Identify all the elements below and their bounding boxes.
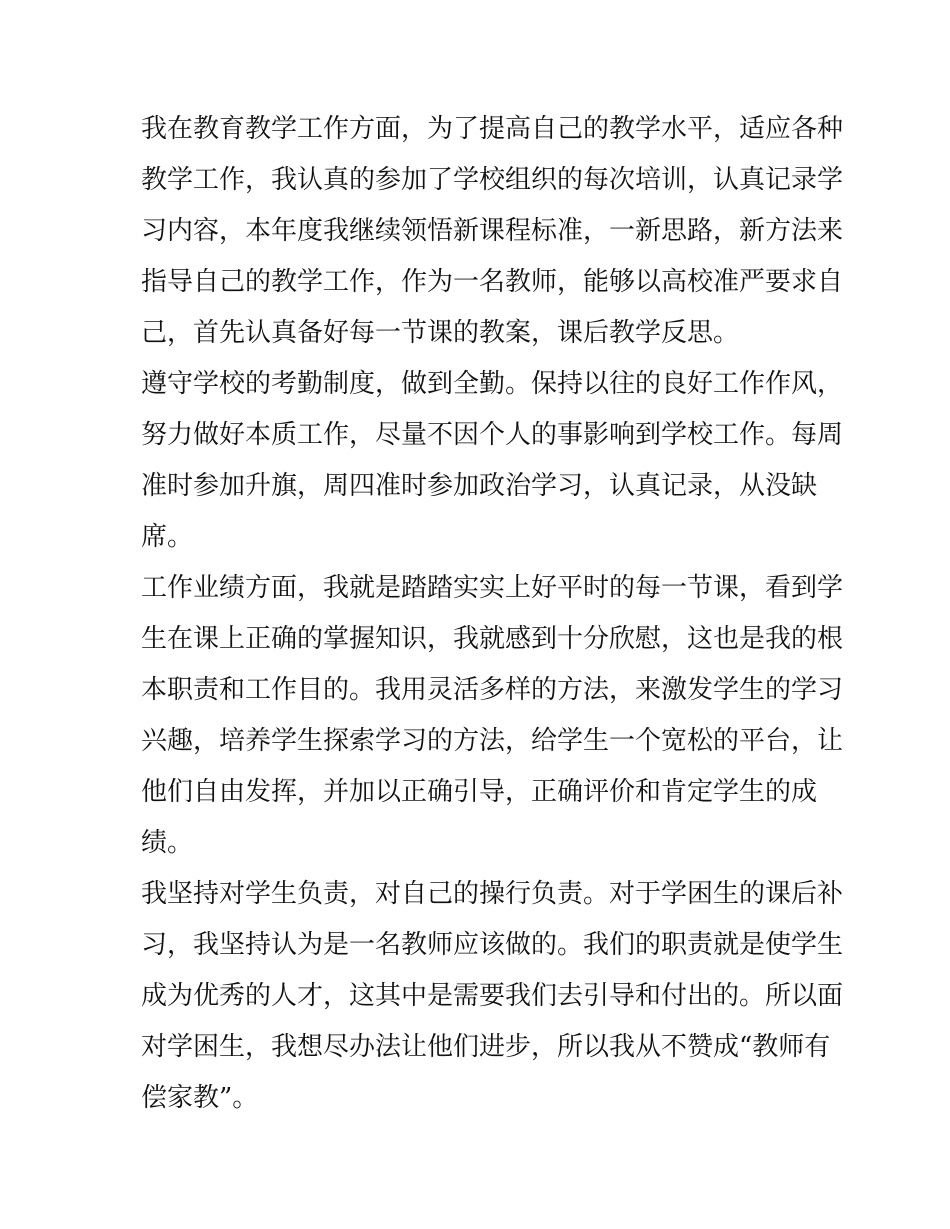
text-line: 生在课上正确的掌握知识，我就感到十分欣慰，这也是我的根 <box>141 624 844 654</box>
text-line: 遵守学校的考勤制度，做到全勤。保持以往的良好工作作风， <box>141 369 844 399</box>
text-line: 我在教育教学工作方面，为了提高自己的教学水平，适应各种 <box>141 114 844 144</box>
text-line: 我坚持对学生负责，对自己的操行负责。对于学困生的课后补 <box>141 879 844 909</box>
paragraph-teaching-work <box>141 104 844 359</box>
text-line: 指导自己的教学工作，作为一名教师，能够以高校准严要求自 <box>141 267 844 297</box>
text-line: 习内容，本年度我继续领悟新课程标准，一新思路，新方法来 <box>141 216 844 246</box>
text-line: 本职责和工作目的。我用灵活多样的方法，来激发学生的学习 <box>141 675 844 705</box>
text-line: 准时参加升旗，周四准时参加政治学习，认真记录，从没缺 <box>141 471 818 501</box>
paragraph-work-performance <box>141 563 844 869</box>
text-line: 习，我坚持认为是一名教师应该做的。我们的职责就是使学生 <box>141 930 844 960</box>
document-body <box>141 104 844 1124</box>
text-line: 工作业绩方面，我就是踏踏实实上好平时的每一节课，看到学 <box>141 573 844 603</box>
text-line: 努力做好本质工作，尽量不因个人的事影响到学校工作。每周 <box>141 420 844 450</box>
text-line: 席。 <box>141 522 194 552</box>
text-line: 兴趣，培养学生探索学习的方法，给学生一个宽松的平台，让 <box>141 726 844 756</box>
text-line: 对学困生，我想尽办法让他们进步，所以我从不赞成“教师有 <box>141 1032 831 1062</box>
text-line: 己，首先认真备好每一节课的教案，课后教学反思。 <box>141 318 740 348</box>
paragraph-responsibility <box>141 869 844 1124</box>
text-line: 绩。 <box>141 828 194 858</box>
text-line: 教学工作，我认真的参加了学校组织的每次培训，认真记录学 <box>141 165 844 195</box>
text-line: 偿家教”。 <box>141 1083 259 1113</box>
text-line: 成为优秀的人才，这其中是需要我们去引导和付出的。所以面 <box>141 981 844 1011</box>
text-line: 他们自由发挥，并加以正确引导，正确评价和肯定学生的成 <box>141 777 818 807</box>
paragraph-attendance <box>141 359 844 563</box>
